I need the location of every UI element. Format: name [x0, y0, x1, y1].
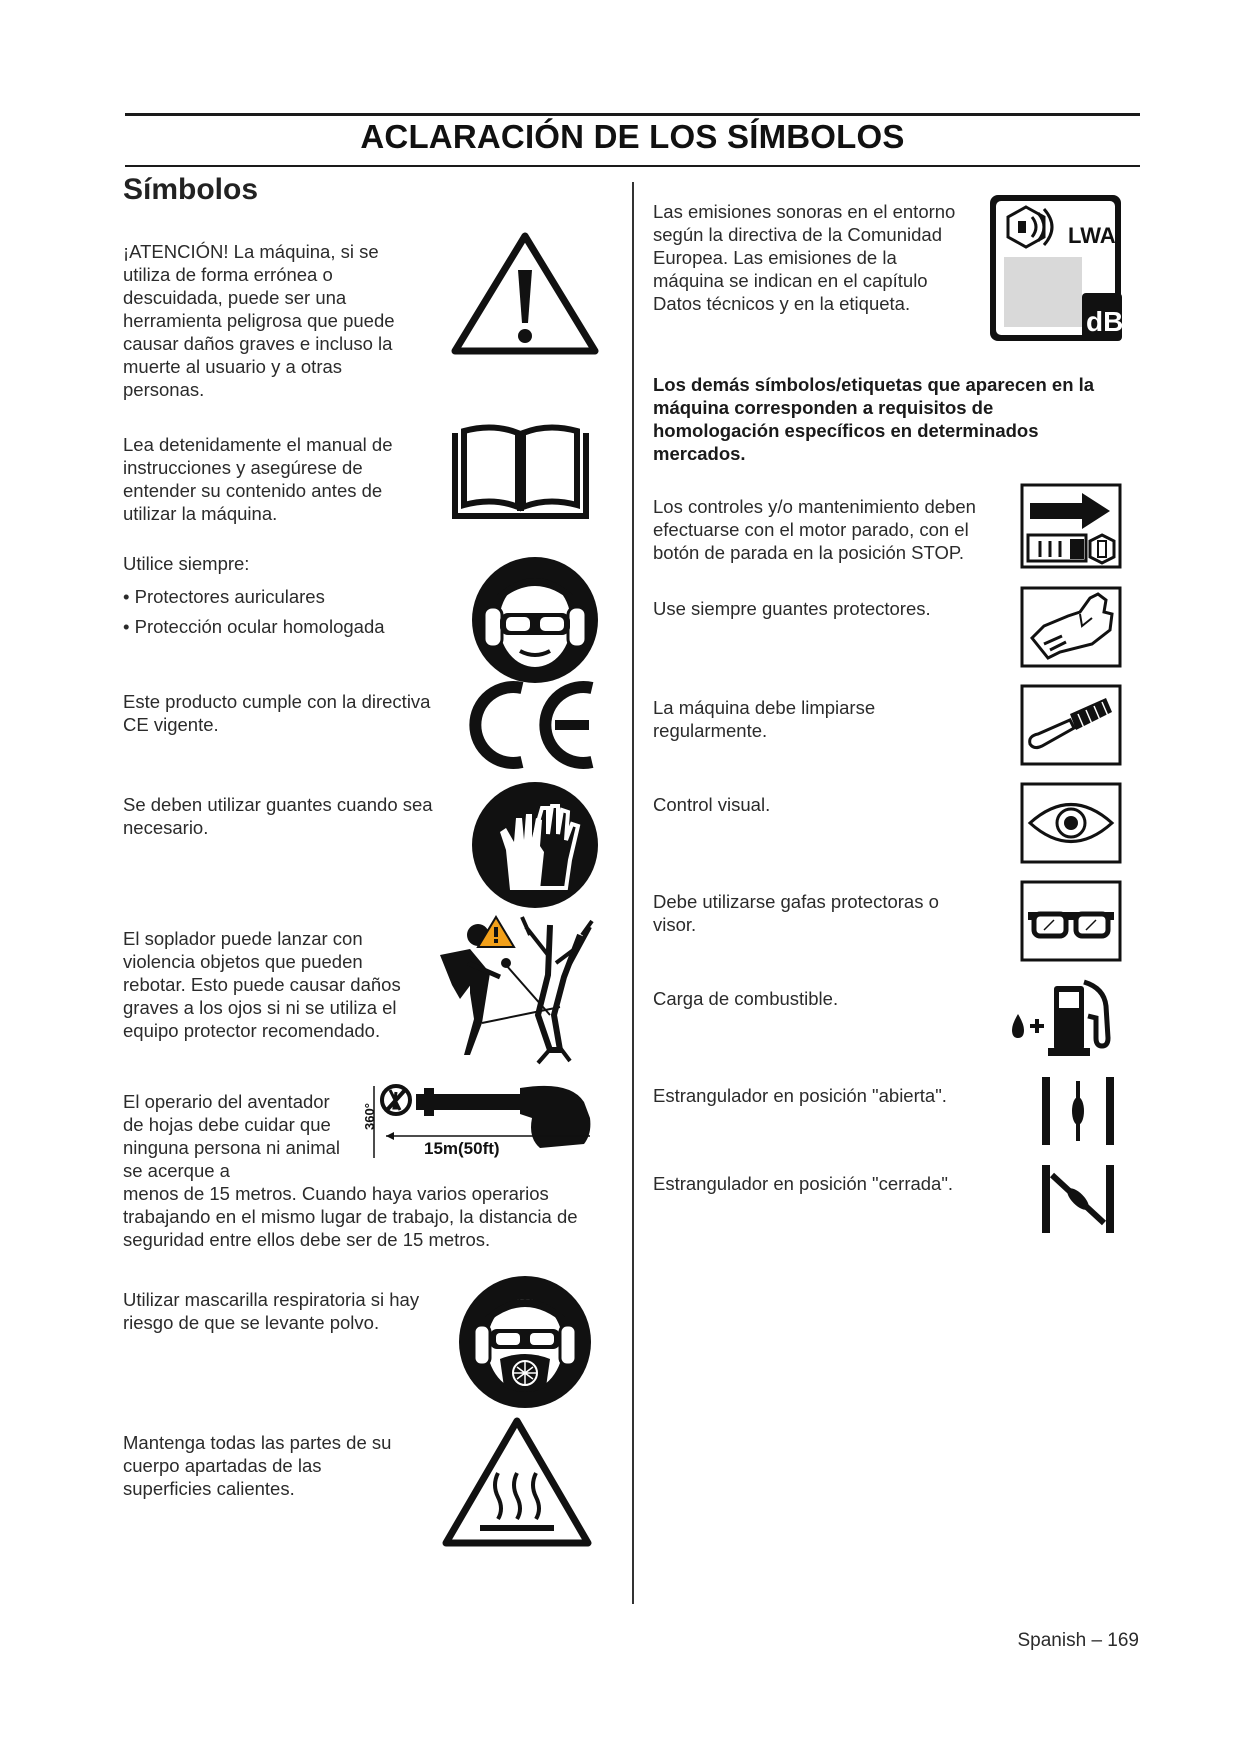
eye-icon: [1020, 782, 1122, 864]
blower-text: El soplador puede lanzar con violencia objetos que pueden rebotar. Esto puede causar daños graves a los ojos si ni se utiliza el equipo protector recomendado.: [123, 928, 401, 1041]
ricochet-hazard-icon: [430, 915, 600, 1065]
choke-closed-icon: [1038, 1163, 1118, 1235]
manual-text: Lea detenidamente el manual de instrucciones y asegúrese de entender su contenido antes de utilizar la máquina.: [123, 434, 393, 524]
fuel-pump-icon: [1008, 978, 1126, 1058]
fuel-text: Carga de combustible.: [653, 988, 839, 1009]
ear-eye-protection-icon: [470, 555, 600, 685]
other-symbols-text: Los demás símbolos/etiquetas que aparecen en la máquina corresponden a requisitos de homologación específicos en determinados mercados.: [653, 374, 1095, 464]
safety-glasses-icon: [1020, 880, 1122, 962]
protection-item: • Protección ocular homologada: [123, 616, 385, 637]
gloves-text: Se deben utilizar guantes cuando sea necesario.: [123, 794, 433, 838]
db-label: dB: [1086, 306, 1123, 337]
visual-check-text: Control visual.: [653, 794, 771, 815]
engine-stop-icon: [1020, 483, 1122, 569]
glove-icon: [1020, 586, 1122, 668]
ce-text: Este producto cumple con la directiva CE vigente.: [123, 691, 431, 735]
gloves-icon: [470, 780, 600, 910]
protection-item: • Protectores auriculares: [123, 586, 325, 607]
page-title: ACLARACIÓN DE LOS SÍMBOLOS: [360, 118, 905, 155]
mask-text: Utilizar mascarilla respiratoria si hay riesgo de que se levante polvo.: [123, 1289, 420, 1333]
respirator-mask-icon: [458, 1275, 593, 1410]
safety-distance-icon: [360, 1078, 600, 1168]
choke-open-icon: [1038, 1075, 1118, 1147]
noise-emission-label-icon: [988, 193, 1123, 343]
noise-text: Las emisiones sonoras en el entorno según la directiva de la Comunidad Europea. Las emisiones de la máquina se indican en el capítulo Datos técnicos y en la etiqueta.: [653, 201, 956, 314]
stop-text: Los controles y/o mantenimiento deben efectuarse con el motor parado, con el botón de parada en la posición STOP.: [653, 496, 976, 563]
distance-text-a: El operario del aventador de hojas debe cuidar que ninguna persona ni animal se acerque a: [123, 1091, 341, 1181]
hot-surface-text: Mantenga todas las partes de su cuerpo apartadas de las superficies calientes.: [123, 1432, 392, 1499]
choke-open-text: Estrangulador en posición "abierta".: [653, 1085, 947, 1106]
manual-book-icon: [448, 423, 593, 523]
angle-label: 360°: [362, 1103, 377, 1130]
warning-triangle-icon: [450, 228, 600, 358]
section-title: Símbolos: [123, 173, 259, 206]
protection-intro: Utilice siempre:: [123, 553, 250, 574]
ce-mark-icon: [460, 680, 600, 770]
warning-text: ¡ATENCIÓN! La máquina, si se utiliza de forma errónea o descuidada, puede ser una herramienta peligrosa que puede causar daños graves e incluso la muerte al usuario y a otras personas.: [123, 241, 395, 400]
header-bottom-rule: [125, 165, 1140, 167]
goggles-text: Debe utilizarse gafas protectoras o visor.: [653, 891, 939, 935]
hot-surface-icon: [440, 1413, 595, 1553]
distance-label: 15m(50ft): [424, 1139, 500, 1158]
page-footer: Spanish – 169: [1017, 1630, 1139, 1651]
choke-closed-text: Estrangulador en posición "cerrada".: [653, 1173, 954, 1194]
header-top-rule: [125, 113, 1140, 116]
cleaning-brush-icon: [1020, 684, 1122, 766]
column-divider: [632, 182, 634, 1604]
lwa-label: LWA: [1068, 223, 1116, 248]
distance-text-b: menos de 15 metros. Cuando haya varios operarios trabajando en el mismo lugar de trabajo, la distancia de seguridad entre ellos debe ser de 15 metros.: [123, 1183, 578, 1250]
clean-text: La máquina debe limpiarse regularmente.: [653, 697, 876, 741]
gloves-protective-text: Use siempre guantes protectores.: [653, 598, 931, 619]
